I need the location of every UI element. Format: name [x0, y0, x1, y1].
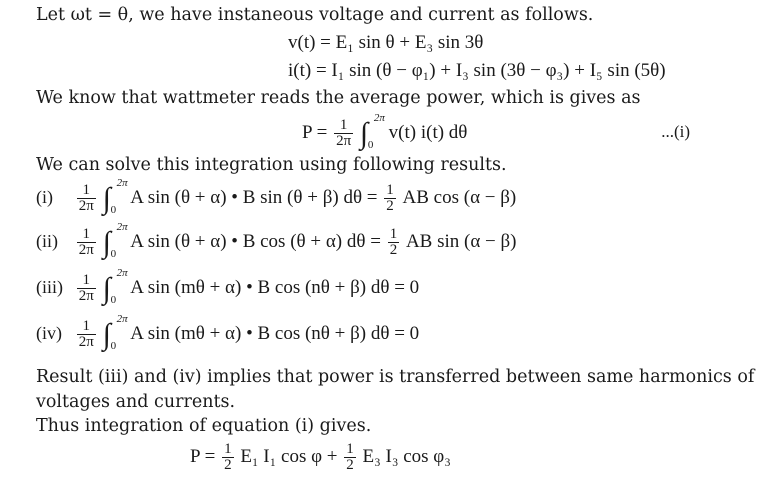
result-iv-label: (iv) — [36, 323, 62, 343]
power-integral-equation — [302, 111, 468, 152]
fraction-1-over-2pi — [77, 319, 96, 350]
fraction-denominator: 2π — [78, 288, 94, 305]
result-ii-result: AB sin (α − β) — [405, 231, 517, 252]
integral-sign: ∫ 2π 0 — [102, 266, 128, 306]
fraction-denominator: 2 — [224, 457, 232, 474]
integral-upper-bound: 2π — [116, 176, 128, 189]
voltage-equation: v(t) = E₁ sin θ + E₃ sin 3θ — [288, 32, 484, 53]
result-i — [36, 178, 516, 216]
result-ii — [36, 222, 517, 260]
fraction-numerator: 1 — [386, 182, 394, 199]
result-ii-label: (ii) — [36, 231, 58, 251]
fraction-1-over-2pi — [77, 183, 96, 214]
fraction-half — [384, 183, 396, 214]
integral-sign: ∫ 2π 0 — [102, 220, 128, 260]
integral-lower-bound: 0 — [110, 203, 117, 216]
integral-upper-bound: 2π — [373, 111, 385, 124]
fraction-denominator: 2 — [389, 242, 398, 259]
integral-sign: ∫ 2π 0 — [359, 111, 385, 151]
fraction-denominator: 2 — [346, 457, 354, 474]
thus-line: Thus integration of equation (i) gives. — [36, 416, 372, 436]
current-equation: i(t) = I₁ sin (θ − φ₁) + I₃ sin (3θ − φ₃) + I₅ sin (5θ) — [288, 60, 666, 81]
fraction-numerator: 1 — [77, 273, 96, 289]
integral-lower-bound: 0 — [110, 339, 117, 352]
result-iii — [36, 268, 419, 306]
result-iv — [36, 314, 419, 352]
equation-number-i: ...(i) — [661, 122, 690, 141]
integral-lower-bound: 0 — [110, 293, 117, 306]
integral-sign: ∫ 2π 0 — [102, 176, 128, 216]
fraction-half — [388, 227, 400, 258]
final-term-2: E₃ I₃ cos φ₃ — [362, 446, 451, 467]
result-iii-body: A sin (mθ + α) • B cos (nθ + β) dθ = 0 — [130, 277, 420, 298]
integrand: v(t) i(t) dθ — [388, 122, 468, 143]
result-ii-body: A sin (θ + α) • B cos (θ + α) dθ = — [130, 231, 381, 252]
result-i-result: AB cos (α − β) — [402, 187, 517, 208]
integral-upper-bound: 2π — [116, 266, 128, 279]
result-i-label: (i) — [36, 187, 53, 207]
wattmeter-line: We know that wattmeter reads the average power, which is gives as — [36, 88, 641, 108]
fraction-denominator: 2π — [336, 133, 352, 150]
fraction-denominator: 2π — [78, 242, 94, 259]
result-i-body: A sin (θ + α) • B sin (θ + β) dθ = — [130, 187, 378, 208]
result-line-a: Result (iii) and (iv) implies that power is transferred between same harmonics of — [36, 367, 755, 387]
fraction-numerator: 1 — [77, 183, 96, 199]
final-power-symbol: P = — [190, 446, 216, 467]
result-iii-label: (iii) — [36, 277, 63, 297]
fraction-half — [344, 442, 356, 473]
fraction-denominator: 2 — [386, 198, 394, 215]
fraction-numerator: 1 — [77, 319, 96, 335]
fraction-1-over-2pi — [77, 273, 96, 304]
integral-lower-bound: 0 — [110, 247, 117, 260]
fraction-numerator: 1 — [224, 441, 232, 458]
fraction-numerator: 1 — [389, 226, 398, 243]
fraction-numerator: 1 — [346, 441, 354, 458]
fraction-1-over-2pi — [334, 118, 353, 149]
fraction-1-over-2pi — [77, 227, 96, 258]
integral-upper-bound: 2π — [116, 220, 128, 233]
integral-lower-bound: 0 — [367, 138, 374, 151]
final-term-1: E₁ I₁ cos φ + — [240, 446, 338, 467]
fraction-numerator: 1 — [77, 227, 96, 243]
fraction-numerator: 1 — [334, 118, 353, 134]
fraction-half — [222, 442, 234, 473]
intro-line: Let ωt = θ, we have instaneous voltage and current as follows. — [36, 5, 594, 25]
result-line-b: voltages and currents. — [36, 392, 236, 412]
final-power-equation — [190, 438, 451, 476]
integral-upper-bound: 2π — [116, 312, 128, 325]
result-iv-body: A sin (mθ + α) • B cos (nθ + β) dθ = 0 — [130, 323, 420, 344]
fraction-denominator: 2π — [78, 334, 94, 351]
fraction-denominator: 2π — [78, 198, 94, 215]
solve-line: We can solve this integration using following results. — [36, 155, 507, 175]
integral-sign: ∫ 2π 0 — [102, 312, 128, 352]
power-symbol: P = — [302, 122, 328, 143]
